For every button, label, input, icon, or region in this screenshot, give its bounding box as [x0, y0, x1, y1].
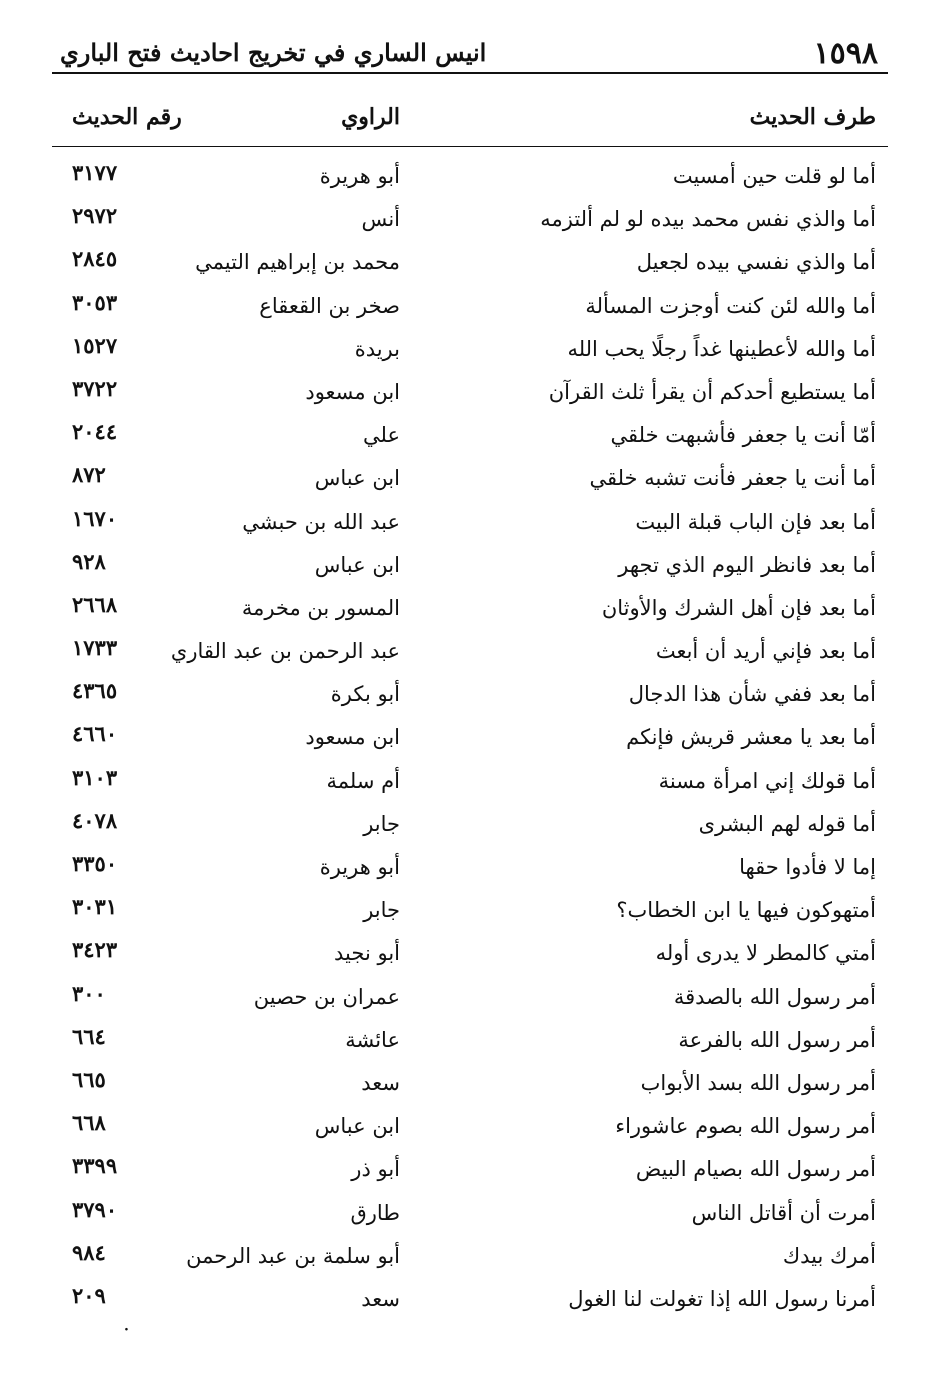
narrator-name: علي — [363, 423, 400, 448]
hadith-incipit: أما بعد ففي شأن هذا الدجال — [628, 682, 876, 707]
table-row — [52, 1065, 888, 1108]
hadith-number: ٣٧٩٠ — [72, 1196, 118, 1222]
hadith-number: ٣١٠٣ — [72, 764, 118, 790]
narrator-name: أم سلمة — [326, 768, 400, 793]
narrator-name: سعد — [361, 1070, 400, 1095]
hadith-number: ٢٠٤٤ — [72, 419, 118, 445]
hadith-incipit: أما لو قلت حين أمسيت — [672, 164, 876, 188]
narrator-name: عائشة — [345, 1027, 400, 1052]
hadith-incipit: أمّا أنت يا جعفر فأشبهت خلقي — [610, 423, 876, 448]
hadith-incipit: أمتي كالمطر لا يدرى أوله — [655, 941, 876, 966]
narrator-name: سعد — [361, 1286, 400, 1311]
column-header-narrator: الراوي — [341, 104, 400, 130]
table-row — [52, 806, 888, 849]
narrator-name: أبو هريرة — [319, 164, 400, 188]
hadith-number: ٩٢٨ — [72, 548, 106, 574]
hadith-incipit: أمرت أن أقاتل الناس — [691, 1200, 876, 1225]
hadith-number: ٦٦٥ — [72, 1066, 106, 1092]
table-row — [52, 1238, 888, 1281]
column-headers — [52, 104, 888, 140]
hadith-number: ٣٧٢٢ — [72, 375, 118, 401]
table-row — [52, 979, 888, 1022]
hadith-incipit: أمر رسول الله بصوم عاشوراء — [615, 1114, 876, 1139]
hadith-incipit: أما قولك إني امرأة مسنة — [658, 768, 876, 793]
hadith-number: ١٧٣٣ — [72, 635, 118, 661]
narrator-name: أبو ذر — [351, 1157, 400, 1182]
hadith-index-table — [52, 158, 888, 1324]
hadith-incipit: أما بعد فإن أهل الشرك والأوثان — [601, 595, 876, 620]
hadith-incipit: إما لا فأدوا حقها — [739, 855, 876, 879]
table-row — [52, 201, 888, 244]
table-row — [52, 1195, 888, 1238]
narrator-name: ابن مسعود — [305, 379, 400, 404]
hadith-incipit: أمر رسول الله بالفرعة — [678, 1027, 876, 1052]
table-row — [52, 935, 888, 978]
table-row — [52, 1022, 888, 1065]
book-title: انيس الساري في تخريج احاديث فتح الباري — [60, 38, 487, 67]
table-row — [52, 460, 888, 503]
hadith-incipit: أما بعد فإن الباب قبلة البيت — [635, 509, 876, 534]
hadith-number: ٢٩٧٢ — [72, 203, 118, 229]
table-row — [52, 417, 888, 460]
hadith-number: ٤٠٧٨ — [72, 807, 118, 833]
table-row — [52, 1108, 888, 1151]
hadith-incipit: أما قوله لهم البشرى — [698, 811, 876, 836]
narrator-name: جابر — [363, 898, 400, 923]
table-row — [52, 331, 888, 374]
hadith-incipit: أما بعد فإني أريد أن أبعث — [655, 639, 876, 664]
hadith-number: ٦٦٤ — [72, 1023, 106, 1049]
hadith-incipit: أما والذي نفس محمد بيده لو لم ألتزمه — [540, 207, 876, 232]
narrator-name: بريدة — [354, 336, 400, 361]
narrator-name: أبو بكرة — [330, 682, 400, 707]
narrator-name: عمران بن حصين — [253, 984, 400, 1009]
column-header-rule — [52, 146, 888, 147]
hadith-number: ٣٣٩٩ — [72, 1153, 118, 1179]
table-row — [52, 1151, 888, 1194]
table-row — [52, 763, 888, 806]
table-row — [52, 719, 888, 762]
hadith-incipit: أمرنا رسول الله إذا تغولت لنا الغول — [568, 1286, 876, 1311]
table-row — [52, 547, 888, 590]
narrator-name: طارق — [350, 1200, 400, 1225]
narrator-name: المسور بن مخرمة — [241, 595, 400, 620]
narrator-name: محمد بن إبراهيم التيمي — [195, 250, 400, 275]
hadith-incipit: أما بعد فانظر اليوم الذي تجهر — [618, 552, 876, 577]
hadith-number: ٤٣٦٥ — [72, 678, 118, 704]
hadith-number: ٣٠٥٣ — [72, 289, 118, 315]
hadith-number: ٤٦٦٠ — [72, 721, 118, 747]
table-row — [52, 892, 888, 935]
table-row — [52, 676, 888, 719]
hadith-number: ٣٠٣١ — [72, 894, 118, 920]
stray-dot: · — [124, 1322, 129, 1338]
hadith-number: ٣٤٢٣ — [72, 937, 118, 963]
narrator-name: أبو سلمة بن عبد الرحمن — [186, 1243, 400, 1268]
hadith-incipit: أما بعد يا معشر قريش فإنكم — [626, 725, 876, 750]
header-rule — [52, 72, 888, 74]
table-row — [52, 288, 888, 331]
hadith-number: ٢٦٦٨ — [72, 591, 118, 617]
hadith-number: ٢٨٤٥ — [72, 246, 118, 272]
hadith-incipit: أما أنت يا جعفر فأنت تشبه خلقي — [589, 466, 876, 491]
hadith-number: ٩٨٤ — [72, 1239, 106, 1265]
hadith-number: ٣٠٠ — [72, 980, 106, 1006]
table-row — [52, 374, 888, 417]
hadith-incipit: أمر رسول الله بالصدقة — [673, 984, 876, 1009]
table-row — [52, 590, 888, 633]
hadith-number: ٣٣٥٠ — [72, 851, 118, 876]
table-row — [52, 504, 888, 547]
narrator-name: عبد الله بن حبشي — [242, 509, 400, 534]
hadith-number: ١٦٧٠ — [72, 505, 118, 531]
hadith-incipit: أمتهوكون فيها يا ابن الخطاب؟ — [616, 898, 876, 923]
narrator-name: ابن عباس — [314, 1114, 400, 1139]
hadith-incipit: أما والله لأعطينها غداً رجلًا يحب الله — [567, 336, 876, 361]
narrator-name: ابن مسعود — [305, 725, 400, 750]
narrator-name: ابن عباس — [314, 552, 400, 577]
narrator-name: جابر — [363, 811, 400, 836]
hadith-incipit: أما يستطيع أحدكم أن يقرأ ثلث القرآن — [548, 379, 876, 404]
hadith-number: ٨٧٢ — [72, 462, 106, 488]
table-row — [52, 1281, 888, 1324]
narrator-name: أبو نجيد — [334, 941, 400, 966]
table-row — [52, 849, 888, 892]
table-row — [52, 244, 888, 287]
hadith-incipit: أمر رسول الله بصيام البيض — [635, 1157, 876, 1182]
running-header — [50, 30, 890, 72]
page-number: ١٥٩٨ — [813, 36, 878, 71]
narrator-name: ابن عباس — [314, 466, 400, 491]
narrator-name: أنس — [361, 207, 400, 232]
table-row — [52, 633, 888, 676]
hadith-number: ٦٦٨ — [72, 1110, 106, 1136]
hadith-incipit: أما والله لئن كنت أوجزت المسألة — [585, 293, 876, 318]
column-header-hadith: طرف الحديث — [749, 104, 876, 130]
hadith-incipit: أمر رسول الله بسد الأبواب — [640, 1070, 876, 1095]
table-row — [52, 158, 888, 201]
column-header-number: رقم الحديث — [72, 104, 182, 130]
hadith-number: ٣١٧٧ — [72, 160, 118, 185]
hadith-number: ١٥٢٧ — [72, 332, 118, 358]
hadith-number: ٢٠٩ — [72, 1282, 106, 1308]
narrator-name: عبد الرحمن بن عبد القاري — [170, 639, 400, 664]
hadith-incipit: أما والذي نفسي بيده لجعيل — [636, 250, 876, 275]
narrator-name: صخر بن القعقاع — [259, 293, 400, 318]
hadith-incipit: أمرك بيدك — [782, 1243, 876, 1268]
narrator-name: أبو هريرة — [319, 855, 400, 879]
